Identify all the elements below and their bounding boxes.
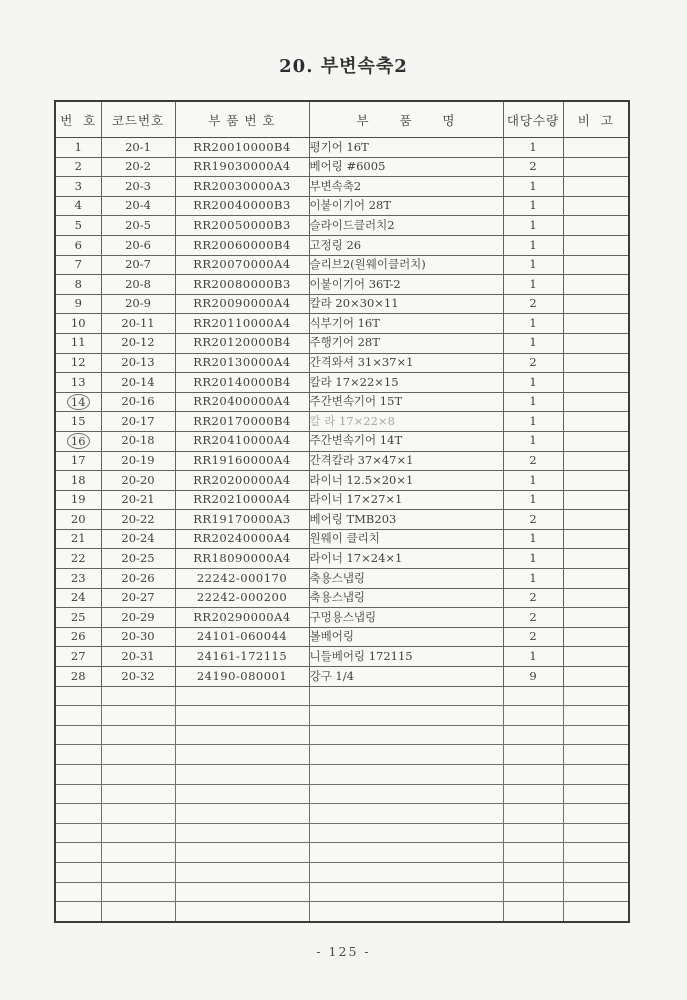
table-row [55,529,629,549]
cell-remark-empty [563,706,629,726]
cell-remark [563,647,629,667]
cell-part-name-empty [309,804,503,824]
cell-code: 20-19 [101,451,175,471]
table-row [55,588,629,608]
cell-code: 20-30 [101,627,175,647]
cell-part-no: RR20010000B4 [175,138,309,158]
cell-part-no-empty [175,784,309,804]
empty-table-row [55,765,629,785]
cell-no: 18 [55,471,101,491]
cell-remark [563,588,629,608]
cell-no: 22 [55,549,101,569]
cell-qty-empty [503,823,563,843]
cell-remark-empty [563,804,629,824]
cell-no: 13 [55,373,101,393]
cell-remark [563,549,629,569]
table-row [55,294,629,314]
cell-part-name-empty [309,843,503,863]
cell-code: 20-4 [101,196,175,216]
cell-remark [563,216,629,236]
parts-table [54,100,630,923]
cell-code: 20-31 [101,647,175,667]
cell-part-no: RR19160000A4 [175,451,309,471]
cell-code: 20-9 [101,294,175,314]
empty-table-row [55,882,629,902]
cell-part-no-empty [175,725,309,745]
cell-part-name: 라이너 12.5×20×1 [309,471,503,491]
cell-qty: 1 [503,471,563,491]
cell-part-no-empty [175,882,309,902]
cell-qty: 1 [503,647,563,667]
cell-part-name-empty [309,784,503,804]
cell-no: 3 [55,177,101,197]
cell-part-no-empty [175,823,309,843]
table-row [55,255,629,275]
cell-part-name: 이붙이기어 36T-2 [309,275,503,295]
cell-qty: 2 [503,588,563,608]
cell-qty: 2 [503,294,563,314]
cell-code-empty [101,784,175,804]
cell-code: 20-1 [101,138,175,158]
cell-remark [563,510,629,530]
cell-no: 17 [55,451,101,471]
cell-no: 21 [55,529,101,549]
cell-part-name: 베어링 #6005 [309,157,503,177]
table-row [55,451,629,471]
cell-no: 24 [55,588,101,608]
column-header-part-name: 부 품 명 [309,101,503,138]
cell-part-no: 24101-060044 [175,627,309,647]
cell-no: 25 [55,608,101,628]
empty-table-row [55,804,629,824]
cell-part-no: RR20080000B3 [175,275,309,295]
cell-part-name: 슬리브2(원웨이클러치) [309,255,503,275]
cell-qty: 1 [503,431,563,451]
cell-part-name-empty [309,765,503,785]
cell-no-empty [55,823,101,843]
cell-code: 20-12 [101,333,175,353]
table-row [55,549,629,569]
cell-part-name: 라이너 17×27×1 [309,490,503,510]
column-header-qty: 대당수량 [503,101,563,138]
cell-code: 20-2 [101,157,175,177]
table-row [55,177,629,197]
cell-part-name: 평기어 16T [309,138,503,158]
cell-part-no-empty [175,745,309,765]
table-row [55,569,629,589]
table-row [55,138,629,158]
cell-code-empty [101,745,175,765]
cell-qty: 1 [503,275,563,295]
cell-code-empty [101,765,175,785]
cell-no-empty [55,765,101,785]
cell-code: 20-18 [101,431,175,451]
cell-remark [563,177,629,197]
empty-table-row [55,686,629,706]
cell-part-name: 니들베어링 172115 [309,647,503,667]
cell-code-empty [101,823,175,843]
cell-remark [563,431,629,451]
cell-part-name: 주간변속기어 14T [309,431,503,451]
cell-part-no: RR18090000A4 [175,549,309,569]
empty-table-row [55,725,629,745]
cell-part-name-empty [309,686,503,706]
cell-no-empty [55,902,101,922]
cell-no: 4 [55,196,101,216]
table-header [55,101,629,138]
cell-code: 20-22 [101,510,175,530]
cell-remark-empty [563,765,629,785]
circled-number: 16 [67,433,90,449]
cell-part-name: 축용스냅링 [309,588,503,608]
table-row [55,216,629,236]
table-row [55,431,629,451]
cell-code: 20-5 [101,216,175,236]
table-row [55,510,629,530]
cell-remark [563,373,629,393]
cell-part-name: 식부기어 16T [309,314,503,334]
cell-part-name: 고정링 26 [309,235,503,255]
cell-qty-empty [503,745,563,765]
cell-qty: 1 [503,373,563,393]
cell-no [55,392,101,412]
cell-remark-empty [563,862,629,882]
cell-remark [563,196,629,216]
cell-part-no: RR20110000A4 [175,314,309,334]
cell-qty: 1 [503,138,563,158]
table-row [55,157,629,177]
cell-part-name: 칼라 17×22×15 [309,373,503,393]
cell-qty: 9 [503,667,563,687]
cell-remark [563,412,629,432]
column-header-part-no: 부 품 번 호 [175,101,309,138]
cell-remark [563,294,629,314]
cell-remark [563,275,629,295]
cell-part-no: RR20410000A4 [175,431,309,451]
table-header-row [55,101,629,138]
cell-code: 20-14 [101,373,175,393]
cell-no: 1 [55,138,101,158]
cell-remark [563,314,629,334]
cell-remark [563,138,629,158]
table-row [55,471,629,491]
cell-code-empty [101,862,175,882]
cell-no-empty [55,804,101,824]
cell-no: 9 [55,294,101,314]
cell-no: 15 [55,412,101,432]
cell-qty: 2 [503,608,563,628]
cell-qty: 2 [503,157,563,177]
empty-table-row [55,843,629,863]
cell-part-name: 간격와셔 31×37×1 [309,353,503,373]
cell-part-name: 강구 1/4 [309,667,503,687]
cell-remark [563,255,629,275]
cell-part-no: 22242-000200 [175,588,309,608]
cell-remark [563,333,629,353]
cell-code: 20-3 [101,177,175,197]
cell-part-no-empty [175,862,309,882]
cell-qty-empty [503,784,563,804]
cell-part-name: 간격칼라 37×47×1 [309,451,503,471]
cell-remark [563,471,629,491]
cell-qty: 1 [503,529,563,549]
cell-part-no: RR20030000A3 [175,177,309,197]
cell-no-empty [55,784,101,804]
cell-part-name-empty [309,725,503,745]
cell-part-name: 슬라이드클러치2 [309,216,503,236]
cell-no-empty [55,882,101,902]
cell-part-no: 22242-000170 [175,569,309,589]
cell-remark [563,569,629,589]
cell-part-no: RR20240000A4 [175,529,309,549]
cell-qty-empty [503,882,563,902]
table-row [55,667,629,687]
cell-no-empty [55,843,101,863]
cell-part-no: RR20400000A4 [175,392,309,412]
empty-table-row [55,784,629,804]
column-header-code: 코드번호 [101,101,175,138]
cell-remark-empty [563,882,629,902]
cell-no [55,431,101,451]
cell-code: 20-29 [101,608,175,628]
cell-code: 20-26 [101,569,175,589]
cell-part-no: RR20140000B4 [175,373,309,393]
cell-no: 19 [55,490,101,510]
cell-no-empty [55,725,101,745]
cell-qty-empty [503,765,563,785]
cell-code: 20-25 [101,549,175,569]
cell-remark-empty [563,843,629,863]
cell-remark [563,667,629,687]
cell-part-no: RR20050000B3 [175,216,309,236]
cell-no: 26 [55,627,101,647]
cell-part-no: RR20290000A4 [175,608,309,628]
cell-no-empty [55,745,101,765]
cell-code-empty [101,686,175,706]
cell-code: 20-24 [101,529,175,549]
cell-remark [563,490,629,510]
cell-part-no: RR20040000B3 [175,196,309,216]
cell-remark-empty [563,823,629,843]
cell-remark [563,157,629,177]
cell-part-name-empty [309,706,503,726]
cell-remark-empty [563,745,629,765]
cell-remark [563,451,629,471]
cell-remark [563,608,629,628]
cell-remark [563,529,629,549]
cell-part-name: 구멍용스냅링 [309,608,503,628]
cell-part-no-empty [175,843,309,863]
cell-part-no: RR20060000B4 [175,235,309,255]
table-row [55,608,629,628]
cell-part-name: 주간변속기어 15T [309,392,503,412]
cell-no-empty [55,686,101,706]
cell-part-no: RR19030000A4 [175,157,309,177]
cell-part-no-empty [175,686,309,706]
cell-code: 20-13 [101,353,175,373]
cell-qty: 1 [503,569,563,589]
cell-code-empty [101,902,175,922]
table-row [55,196,629,216]
cell-part-no: 24190-080001 [175,667,309,687]
cell-part-no-empty [175,804,309,824]
cell-part-no: RR20200000A4 [175,471,309,491]
empty-table-row [55,706,629,726]
cell-qty: 2 [503,451,563,471]
circled-number: 14 [67,394,90,410]
cell-remark-empty [563,686,629,706]
cell-part-name-empty [309,745,503,765]
table-row [55,490,629,510]
cell-part-no-empty [175,765,309,785]
cell-qty: 1 [503,196,563,216]
cell-no: 11 [55,333,101,353]
cell-part-name: 칼 라 17×22×8 [309,412,503,432]
table-row [55,275,629,295]
cell-part-name: 이붙이기어 28T [309,196,503,216]
cell-part-name-empty [309,882,503,902]
cell-part-name: 베어링 TMB203 [309,510,503,530]
cell-remark [563,235,629,255]
cell-no: 5 [55,216,101,236]
cell-part-no: RR20210000A4 [175,490,309,510]
cell-qty: 2 [503,353,563,373]
cell-part-no-empty [175,902,309,922]
cell-code-empty [101,725,175,745]
page-number: - 125 - [316,944,371,959]
cell-qty: 1 [503,314,563,334]
cell-remark-empty [563,784,629,804]
cell-code: 20-6 [101,235,175,255]
cell-qty: 1 [503,412,563,432]
cell-qty: 1 [503,490,563,510]
cell-qty-empty [503,725,563,745]
table-row [55,412,629,432]
cell-qty: 1 [503,549,563,569]
cell-code: 20-21 [101,490,175,510]
cell-qty: 1 [503,216,563,236]
table-row [55,373,629,393]
cell-part-no-empty [175,706,309,726]
cell-remark [563,392,629,412]
cell-qty-empty [503,862,563,882]
cell-remark [563,353,629,373]
cell-part-name: 라이너 17×24×1 [309,549,503,569]
table-row [55,392,629,412]
cell-no-empty [55,706,101,726]
cell-part-no: 24161-172115 [175,647,309,667]
cell-code-empty [101,804,175,824]
cell-part-name: 칼라 20×30×11 [309,294,503,314]
cell-code: 20-11 [101,314,175,334]
cell-part-name-empty [309,902,503,922]
empty-table-row [55,823,629,843]
cell-part-name: 원웨이 클리치 [309,529,503,549]
cell-no: 12 [55,353,101,373]
cell-qty: 1 [503,177,563,197]
cell-qty: 1 [503,235,563,255]
cell-no: 28 [55,667,101,687]
cell-part-no: RR19170000A3 [175,510,309,530]
cell-qty: 2 [503,627,563,647]
cell-remark-empty [563,902,629,922]
column-header-no: 번 호 [55,101,101,138]
table-row [55,647,629,667]
cell-no: 6 [55,235,101,255]
cell-part-name-empty [309,862,503,882]
cell-part-no: RR20070000A4 [175,255,309,275]
cell-part-no: RR20130000A4 [175,353,309,373]
table-body [55,138,629,922]
empty-table-row [55,862,629,882]
cell-remark-empty [563,725,629,745]
cell-code: 20-27 [101,588,175,608]
cell-no: 10 [55,314,101,334]
cell-part-no: RR20090000A4 [175,294,309,314]
cell-qty: 2 [503,510,563,530]
cell-part-name: 축용스냅링 [309,569,503,589]
cell-qty-empty [503,804,563,824]
cell-no: 8 [55,275,101,295]
cell-no: 7 [55,255,101,275]
table-row [55,314,629,334]
cell-no-empty [55,862,101,882]
cell-part-name-empty [309,823,503,843]
cell-no: 20 [55,510,101,530]
table-row [55,333,629,353]
cell-qty: 1 [503,333,563,353]
cell-code: 20-7 [101,255,175,275]
cell-no: 23 [55,569,101,589]
cell-no: 27 [55,647,101,667]
cell-code-empty [101,843,175,863]
table-row [55,235,629,255]
cell-qty-empty [503,686,563,706]
table-row [55,627,629,647]
cell-qty-empty [503,902,563,922]
cell-code: 20-20 [101,471,175,491]
cell-remark [563,627,629,647]
cell-part-no: RR20170000B4 [175,412,309,432]
cell-qty-empty [503,843,563,863]
empty-table-row [55,902,629,922]
column-header-remark: 비 고 [563,101,629,138]
cell-code: 20-8 [101,275,175,295]
cell-qty: 1 [503,392,563,412]
cell-code: 20-16 [101,392,175,412]
page-title: 20. 부변속축2 [279,56,408,77]
cell-code-empty [101,706,175,726]
cell-code: 20-32 [101,667,175,687]
cell-qty-empty [503,706,563,726]
cell-code-empty [101,882,175,902]
cell-part-name: 부변속축2 [309,177,503,197]
cell-part-no: RR20120000B4 [175,333,309,353]
cell-qty: 1 [503,255,563,275]
table-row [55,353,629,373]
cell-part-name: 볼베어링 [309,627,503,647]
cell-part-name: 주행기어 28T [309,333,503,353]
cell-code: 20-17 [101,412,175,432]
cell-no: 2 [55,157,101,177]
empty-table-row [55,745,629,765]
